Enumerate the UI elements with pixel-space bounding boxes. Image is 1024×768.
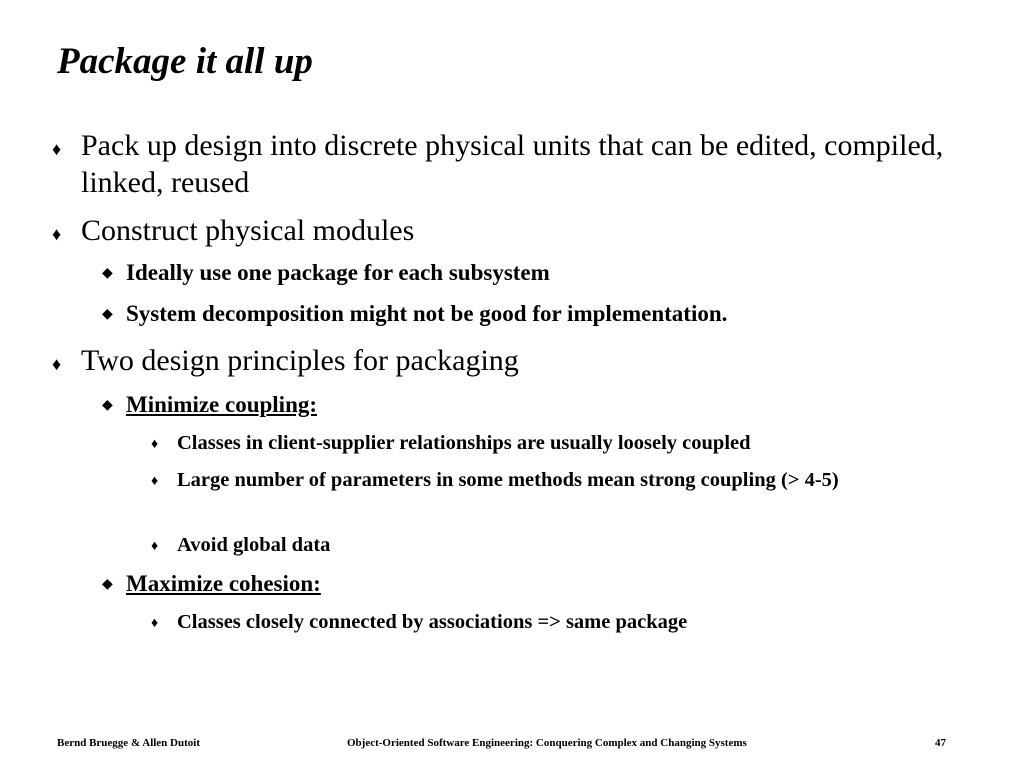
diamond-bullet-icon: ♦	[151, 539, 159, 554]
diamond-bullet-icon: ♦	[52, 139, 62, 159]
diamond-bullet-icon: ◆	[102, 307, 113, 322]
diamond-bullet-icon: ◆	[102, 398, 113, 413]
footer-book-title: Object-Oriented Software Engineering: Conquering Complex and Changing Systems	[347, 737, 747, 749]
sub-sub-bullet-text: Classes closely connected by associations => same package	[177, 611, 688, 633]
sub-bullet-text: System decomposition might not be good for implementation.	[126, 301, 728, 326]
sub-sub-bullet-text: Avoid global data	[177, 534, 331, 556]
diamond-bullet-icon: ♦	[52, 354, 62, 374]
footer-authors: Bernd Bruegge & Allen Dutoit	[57, 737, 200, 749]
sub-sub-bullet-text: Large number of parameters in some methods mean strong coupling (> 4-5)	[177, 469, 839, 491]
diamond-bullet-icon: ♦	[151, 437, 159, 452]
sub-sub-bullet-text: Classes in client-supplier relationships are usually loosely coupled	[177, 432, 751, 454]
footer-page-number: 47	[935, 737, 946, 749]
diamond-bullet-icon: ◆	[102, 266, 113, 281]
bullet-text: Two design principles for packaging	[81, 344, 519, 377]
diamond-bullet-icon: ◆	[102, 577, 113, 592]
diamond-bullet-icon: ♦	[151, 474, 159, 489]
principle-heading-cohesion: Maximize cohesion:	[126, 571, 321, 596]
diamond-bullet-icon: ♦	[52, 224, 62, 244]
bullet-text: Construct physical modules	[81, 214, 415, 247]
diamond-bullet-icon: ♦	[151, 616, 159, 631]
principle-heading-coupling: Minimize coupling:	[126, 392, 318, 417]
bullet-text: Pack up design into discrete physical units that can be edited, compiled, linked, reused	[81, 129, 944, 199]
slide-title: Package it all up	[57, 41, 313, 82]
sub-bullet-text: Ideally use one package for each subsystem	[126, 260, 550, 285]
